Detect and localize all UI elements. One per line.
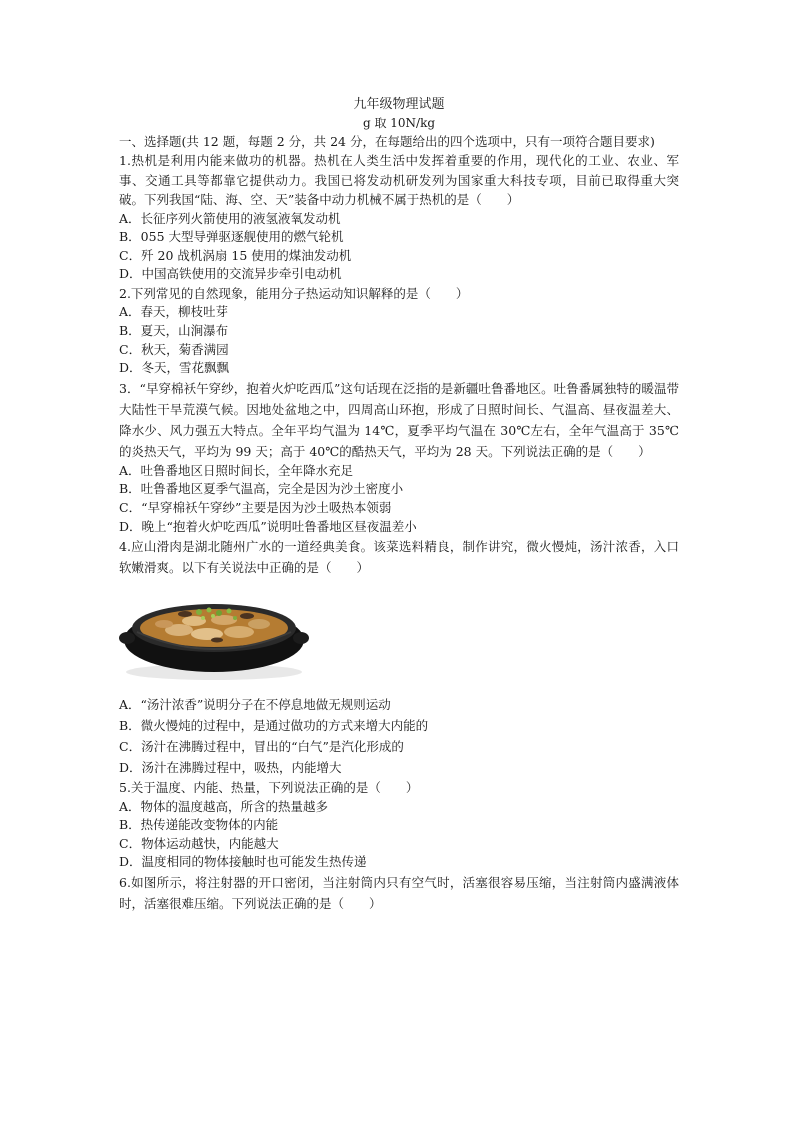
- exam-title: 九年级物理试题: [353, 97, 445, 112]
- question-3-option-c: C．“早穿棉袄午穿纱”主要是因为沙土吸热本领弱: [119, 499, 392, 515]
- question-2-option-c: C．秋天，菊香满园: [119, 341, 229, 357]
- question-1-option-b: B．055 大型导弹驱逐舰使用的燃气轮机: [119, 229, 344, 245]
- question-4-stem: 4.应山滑肉是湖北随州广水的一道经典美食。该菜选料精良，制作讲究，微火慢炖，汤汁浓香，入口软嫩滑爽。以下有关说法中正确的是（ ）: [119, 539, 679, 576]
- question-6-stem: 6.如图所示，将注射器的开口密闭，当注射筒内只有空气时，活塞很容易压缩，当注射筒内盛满液体时，活塞很难压缩。下列说法正确的是（ ）: [119, 874, 679, 911]
- exam-subtitle: g 取 10N/kg: [362, 116, 436, 130]
- question-5-stem: 5.关于温度、内能、热量，下列说法正确的是（ ）: [119, 780, 419, 796]
- question-3-option-d: D．晚上“抱着火炉吃西瓜”说明吐鲁番地区昼夜温差小: [119, 518, 417, 534]
- question-4-option-d: D．汤汁在沸腾过程中，吸热，内能增大: [119, 760, 342, 776]
- question-1-option-c: C．歼 20 战机涡扇 15 使用的煤油发动机: [119, 247, 352, 263]
- question-5-option-d: D．温度相同的物体接触时也可能发生热传递: [119, 854, 367, 870]
- question-2-option-a: A．春天，柳枝吐芽: [119, 304, 229, 320]
- question-4-option-c: C．汤汁在沸腾过程中，冒出的“白气”是汽化形成的: [119, 739, 404, 755]
- question-2-stem: 2.下列常见的自然现象，能用分子热运动知识解释的是（ ）: [119, 286, 469, 301]
- question-3-option-b: B．吐鲁番地区夏季气温高，完全是因为沙土密度小: [119, 481, 404, 497]
- question-5-option-c: C．物体运动越快，内能越大: [119, 835, 279, 851]
- dish-figure: [119, 582, 679, 688]
- question-5-option-a: A．物体的温度越高，所含的热量越多: [119, 798, 329, 814]
- question-3-stem: 3．“早穿棉袄午穿纱，抱着火炉吃西瓜”这句话现在泛指的是新疆吐鲁番地区。吐鲁番属独特的暖温带大陆性干旱荒漠气候。因地处盆地之中，四周高山环抱，形成了日照时间长、气温高、昼夜温差大、降水少、风力强五大特点。全年平均气温为 14℃，夏季平均气温在 30℃左右，全年气温高于 35℃的炎热天气，平均为 99 天；高于 40℃的酷热天气，平均为 28 天。下列说法正确的是（ ）: [119, 380, 679, 459]
- section-intro: 一、选择题(共 12 题，每题 2 分，共 24 分，在每题给出的四个选项中，只有一项符合题目要求): [119, 134, 655, 149]
- question-4-option-a: A．“汤汁浓香”说明分子在不停息地做无规则运动: [119, 697, 391, 713]
- question-4-option-b: B．微火慢炖的过程中，是通过做功的方式来增大内能的: [119, 718, 429, 734]
- question-2-option-d: D．冬天，雪花飘飘: [119, 360, 230, 376]
- exam-page: [119, 96, 679, 914]
- braised-pork-pot-image: [119, 586, 309, 682]
- question-5-option-b: B．热传递能改变物体的内能: [119, 817, 279, 833]
- question-1-option-a: A．长征序列火箭使用的液氢液氧发动机: [119, 210, 341, 226]
- question-2-option-b: B．夏天，山涧瀑布: [119, 323, 229, 338]
- question-1-stem: 1.热机是利用内能来做功的机器。热机在人类生活中发挥着重要的作用，现代化的工业、农业、军事、交通工具等都靠它提供动力。我国已将发动机研发列为国家重大科技专项，目前已取得重大突破。下列我国“陆、海、空、天”装备中动力机械不属于热机的是（ ）: [119, 153, 679, 208]
- question-3-option-a: A．吐鲁番地区日照时间长，全年降水充足: [119, 462, 354, 478]
- question-1-option-d: D．中国高铁使用的交流异步牵引电动机: [119, 266, 342, 282]
